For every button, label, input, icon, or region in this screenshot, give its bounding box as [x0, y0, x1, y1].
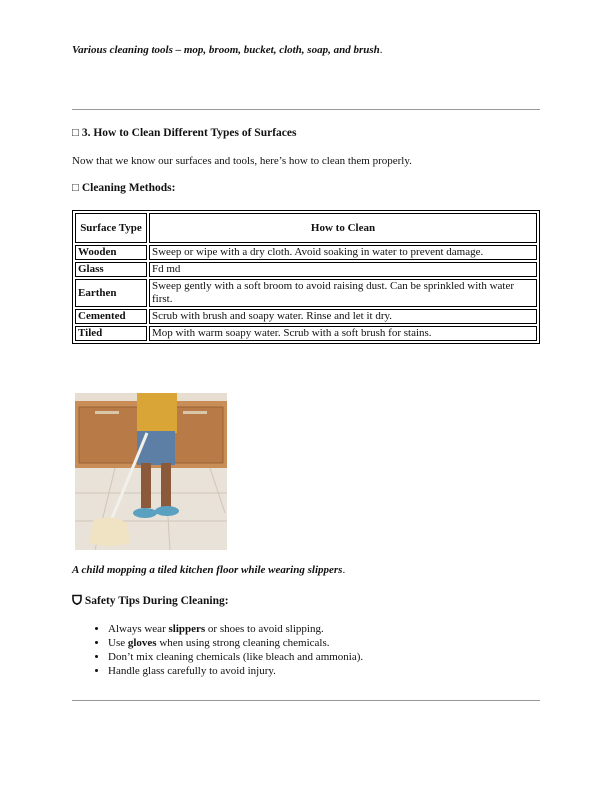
list-item	[108, 622, 363, 636]
methods-heading	[72, 182, 175, 194]
surface-cell: Earthen	[75, 279, 147, 307]
header-surface-type: Surface Type	[75, 213, 147, 243]
caption-text: Various cleaning tools – mop, broom, bucket, cloth, soap, and brush	[72, 44, 380, 56]
child-mopping-photo	[75, 393, 227, 550]
surface-cell: Cemented	[75, 309, 147, 324]
photo-caption	[72, 564, 345, 576]
tip-text: Use	[108, 637, 128, 649]
section-heading	[72, 127, 296, 139]
table-row	[75, 309, 537, 324]
tip-text: when using strong cleaning chemicals.	[156, 637, 330, 649]
table-header-row	[75, 213, 537, 243]
table-row	[75, 245, 537, 260]
header-how-to-clean: How to Clean	[149, 213, 537, 243]
heading-text: 3. How to Clean Different Types of Surfaces	[81, 127, 297, 139]
surface-cell: Tiled	[75, 326, 147, 341]
surface-cell: Wooden	[75, 245, 147, 260]
caption-period: .	[379, 44, 383, 56]
tip-text: Handle glass carefully to avoid injury.	[108, 665, 276, 677]
list-item	[108, 664, 363, 678]
list-item	[108, 650, 363, 664]
placeholder-icon: □	[72, 127, 79, 139]
cleaning-methods-table	[72, 210, 540, 344]
safety-heading-text: Safety Tips During Cleaning:	[84, 595, 229, 607]
method-cell: Mop with warm soapy water. Scrub with a soft brush for stains.	[149, 326, 537, 341]
tools-caption	[72, 44, 383, 56]
list-item	[108, 636, 363, 650]
methods-heading-text: Cleaning Methods:	[81, 182, 176, 194]
table-row	[75, 262, 537, 277]
method-cell: Sweep gently with a soft broom to avoid raising dust. Can be sprinkled with water first.	[149, 279, 537, 307]
intro-paragraph: Now that we know our surfaces and tools, here’s how to clean them properly.	[72, 155, 412, 167]
surface-cell: Glass	[75, 262, 147, 277]
tip-text: Don’t mix cleaning chemicals (like bleach and ammonia).	[108, 651, 364, 663]
shield-icon	[72, 594, 82, 608]
photo-illustration	[75, 393, 227, 550]
method-cell: Fd md	[149, 262, 537, 277]
method-cell: Sweep or wipe with a dry cloth. Avoid soaking in water to prevent damage.	[149, 245, 537, 260]
safety-tips-list	[72, 622, 363, 678]
table-row	[75, 279, 537, 307]
tip-text: Always wear	[108, 623, 169, 635]
tip-emphasis: slippers	[168, 623, 206, 635]
photo-caption-text: A child mopping a tiled kitchen floor while wearing slippers	[72, 564, 343, 576]
photo-caption-period: .	[342, 564, 346, 576]
placeholder-icon: □	[72, 182, 79, 194]
divider	[72, 109, 540, 110]
table-row	[75, 326, 537, 341]
tip-text: or shoes to avoid slipping.	[205, 623, 324, 635]
safety-heading	[72, 594, 229, 608]
method-cell: Scrub with brush and soapy water. Rinse and let it dry.	[149, 309, 537, 324]
divider	[72, 700, 540, 701]
tip-emphasis: gloves	[127, 637, 157, 649]
